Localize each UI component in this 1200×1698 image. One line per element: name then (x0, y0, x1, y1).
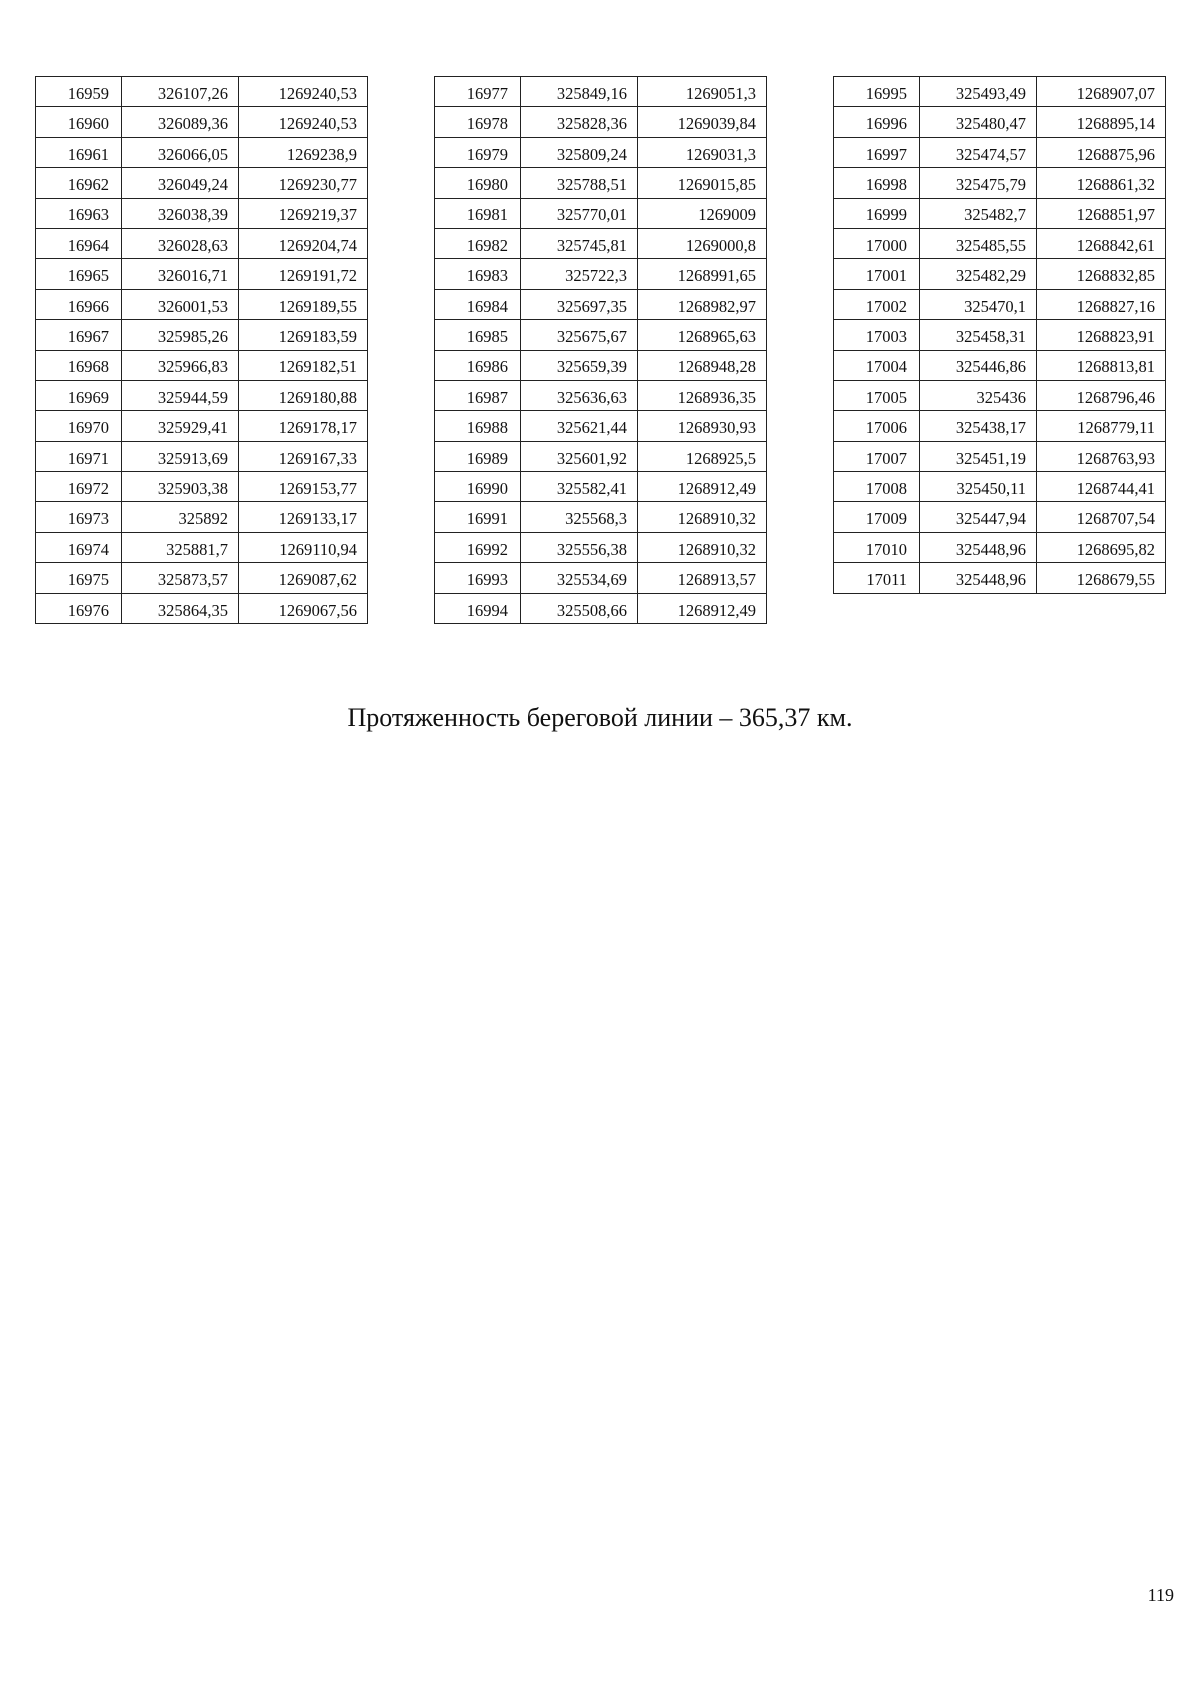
x-coordinate-cell: 325568,3 (521, 502, 638, 532)
table-row (834, 411, 1166, 441)
table-row (834, 289, 1166, 319)
table-row (834, 472, 1166, 502)
point-number-cell: 16989 (435, 441, 521, 471)
table-row (36, 593, 368, 623)
x-coordinate-cell: 325556,38 (521, 532, 638, 562)
y-coordinate-cell: 1269204,74 (239, 228, 368, 258)
point-number-cell: 16960 (36, 107, 122, 137)
page-number: 119 (1147, 1585, 1174, 1605)
table-row (36, 168, 368, 198)
y-coordinate-cell: 1268823,91 (1037, 320, 1166, 350)
point-number-cell: 16968 (36, 350, 122, 380)
point-number-cell: 16959 (36, 77, 122, 107)
table-row (834, 198, 1166, 228)
x-coordinate-cell: 325480,47 (920, 107, 1037, 137)
point-number-cell: 16985 (435, 320, 521, 350)
table-row (36, 502, 368, 532)
y-coordinate-cell: 1269240,53 (239, 107, 368, 137)
point-number-cell: 16998 (834, 168, 920, 198)
y-coordinate-cell: 1268936,35 (638, 380, 767, 410)
y-coordinate-cell: 1268965,63 (638, 320, 767, 350)
point-number-cell: 17008 (834, 472, 920, 502)
y-coordinate-cell: 1269133,17 (239, 502, 368, 532)
y-coordinate-cell: 1268707,54 (1037, 502, 1166, 532)
table-row (435, 320, 767, 350)
x-coordinate-cell: 325436 (920, 380, 1037, 410)
point-number-cell: 16997 (834, 137, 920, 167)
x-coordinate-cell: 326089,36 (122, 107, 239, 137)
x-coordinate-cell: 325534,69 (521, 563, 638, 593)
point-number-cell: 16977 (435, 77, 521, 107)
y-coordinate-cell: 1269178,17 (239, 411, 368, 441)
point-number-cell: 16967 (36, 320, 122, 350)
table-row (36, 198, 368, 228)
table-row (435, 350, 767, 380)
point-number-cell: 16990 (435, 472, 521, 502)
y-coordinate-cell: 1269240,53 (239, 77, 368, 107)
table-row (435, 77, 767, 107)
table-row (435, 228, 767, 258)
y-coordinate-cell: 1268991,65 (638, 259, 767, 289)
x-coordinate-cell: 325828,36 (521, 107, 638, 137)
x-coordinate-cell: 325745,81 (521, 228, 638, 258)
x-coordinate-cell: 325448,96 (920, 563, 1037, 593)
table-row (36, 77, 368, 107)
x-coordinate-cell: 325475,79 (920, 168, 1037, 198)
point-number-cell: 16972 (36, 472, 122, 502)
point-number-cell: 17006 (834, 411, 920, 441)
y-coordinate-cell: 1268910,32 (638, 502, 767, 532)
point-number-cell: 17007 (834, 441, 920, 471)
coastline-length-text: Протяженность береговой линии – 365,37 км. (347, 703, 853, 732)
point-number-cell: 16961 (36, 137, 122, 167)
coordinates-table-2 (434, 76, 767, 624)
point-number-cell: 16991 (435, 502, 521, 532)
y-coordinate-cell: 1269039,84 (638, 107, 767, 137)
y-coordinate-cell: 1268679,55 (1037, 563, 1166, 593)
x-coordinate-cell: 326038,39 (122, 198, 239, 228)
x-coordinate-cell: 325966,83 (122, 350, 239, 380)
table-row (435, 289, 767, 319)
table-row (834, 228, 1166, 258)
point-number-cell: 16993 (435, 563, 521, 593)
y-coordinate-cell: 1269238,9 (239, 137, 368, 167)
point-number-cell: 16980 (435, 168, 521, 198)
y-coordinate-cell: 1269180,88 (239, 380, 368, 410)
x-coordinate-cell: 325788,51 (521, 168, 638, 198)
y-coordinate-cell: 1268982,97 (638, 289, 767, 319)
y-coordinate-cell: 1268827,16 (1037, 289, 1166, 319)
x-coordinate-cell: 325621,44 (521, 411, 638, 441)
point-number-cell: 16981 (435, 198, 521, 228)
table-row (36, 228, 368, 258)
point-number-cell: 16973 (36, 502, 122, 532)
point-number-cell: 17004 (834, 350, 920, 380)
y-coordinate-cell: 1268925,5 (638, 441, 767, 471)
y-coordinate-cell: 1268861,32 (1037, 168, 1166, 198)
y-coordinate-cell: 1269087,62 (239, 563, 368, 593)
x-coordinate-cell: 325485,55 (920, 228, 1037, 258)
table-row (36, 137, 368, 167)
table-row (435, 593, 767, 623)
y-coordinate-cell: 1268895,14 (1037, 107, 1166, 137)
x-coordinate-cell: 325913,69 (122, 441, 239, 471)
table-row (834, 441, 1166, 471)
x-coordinate-cell: 325482,7 (920, 198, 1037, 228)
y-coordinate-cell: 1269153,77 (239, 472, 368, 502)
table-row (834, 259, 1166, 289)
x-coordinate-cell: 325903,38 (122, 472, 239, 502)
table-row (435, 502, 767, 532)
table-row (36, 320, 368, 350)
table-row (435, 411, 767, 441)
table-row (36, 411, 368, 441)
y-coordinate-cell: 1268763,93 (1037, 441, 1166, 471)
table-row (36, 259, 368, 289)
x-coordinate-cell: 325451,19 (920, 441, 1037, 471)
y-coordinate-cell: 1268910,32 (638, 532, 767, 562)
y-coordinate-cell: 1269009 (638, 198, 767, 228)
x-coordinate-cell: 325450,11 (920, 472, 1037, 502)
table-row (36, 289, 368, 319)
point-number-cell: 16971 (36, 441, 122, 471)
table-row (36, 107, 368, 137)
x-coordinate-cell: 325809,24 (521, 137, 638, 167)
table-row (36, 441, 368, 471)
x-coordinate-cell: 325448,96 (920, 532, 1037, 562)
x-coordinate-cell: 326001,53 (122, 289, 239, 319)
point-number-cell: 16995 (834, 77, 920, 107)
point-number-cell: 16963 (36, 198, 122, 228)
x-coordinate-cell: 325944,59 (122, 380, 239, 410)
y-coordinate-cell: 1268913,57 (638, 563, 767, 593)
point-number-cell: 16975 (36, 563, 122, 593)
point-number-cell: 17010 (834, 532, 920, 562)
point-number-cell: 16992 (435, 532, 521, 562)
table-row (435, 107, 767, 137)
table-row (834, 532, 1166, 562)
point-number-cell: 17009 (834, 502, 920, 532)
table-row (834, 320, 1166, 350)
table-row (435, 380, 767, 410)
x-coordinate-cell: 325849,16 (521, 77, 638, 107)
y-coordinate-cell: 1269167,33 (239, 441, 368, 471)
table-row (834, 380, 1166, 410)
point-number-cell: 16964 (36, 228, 122, 258)
table-row (435, 259, 767, 289)
point-number-cell: 16983 (435, 259, 521, 289)
point-number-cell: 16969 (36, 380, 122, 410)
y-coordinate-cell: 1268796,46 (1037, 380, 1166, 410)
table-row (435, 532, 767, 562)
x-coordinate-cell: 325508,66 (521, 593, 638, 623)
point-number-cell: 16965 (36, 259, 122, 289)
y-coordinate-cell: 1269189,55 (239, 289, 368, 319)
x-coordinate-cell: 325582,41 (521, 472, 638, 502)
x-coordinate-cell: 325722,3 (521, 259, 638, 289)
y-coordinate-cell: 1268744,41 (1037, 472, 1166, 502)
table-row (36, 563, 368, 593)
y-coordinate-cell: 1269230,77 (239, 168, 368, 198)
y-coordinate-cell: 1269051,3 (638, 77, 767, 107)
point-number-cell: 16962 (36, 168, 122, 198)
y-coordinate-cell: 1269067,56 (239, 593, 368, 623)
table-row (435, 472, 767, 502)
y-coordinate-cell: 1269110,94 (239, 532, 368, 562)
y-coordinate-cell: 1269219,37 (239, 198, 368, 228)
point-number-cell: 16999 (834, 198, 920, 228)
point-number-cell: 17003 (834, 320, 920, 350)
coordinates-table-1 (35, 76, 368, 624)
x-coordinate-cell: 325446,86 (920, 350, 1037, 380)
y-coordinate-cell: 1268912,49 (638, 472, 767, 502)
y-coordinate-cell: 1269183,59 (239, 320, 368, 350)
y-coordinate-cell: 1269015,85 (638, 168, 767, 198)
point-number-cell: 16966 (36, 289, 122, 319)
x-coordinate-cell: 325675,67 (521, 320, 638, 350)
y-coordinate-cell: 1269000,8 (638, 228, 767, 258)
table-row (834, 502, 1166, 532)
x-coordinate-cell: 325985,26 (122, 320, 239, 350)
y-coordinate-cell: 1268912,49 (638, 593, 767, 623)
x-coordinate-cell: 325929,41 (122, 411, 239, 441)
point-number-cell: 16988 (435, 411, 521, 441)
point-number-cell: 17000 (834, 228, 920, 258)
x-coordinate-cell: 325458,31 (920, 320, 1037, 350)
y-coordinate-cell: 1268948,28 (638, 350, 767, 380)
x-coordinate-cell: 325770,01 (521, 198, 638, 228)
point-number-cell: 16978 (435, 107, 521, 137)
x-coordinate-cell: 326016,71 (122, 259, 239, 289)
x-coordinate-cell: 325438,17 (920, 411, 1037, 441)
x-coordinate-cell: 325659,39 (521, 350, 638, 380)
table-row (834, 107, 1166, 137)
y-coordinate-cell: 1268832,85 (1037, 259, 1166, 289)
point-number-cell: 16974 (36, 532, 122, 562)
x-coordinate-cell: 325447,94 (920, 502, 1037, 532)
point-number-cell: 17011 (834, 563, 920, 593)
x-coordinate-cell: 325881,7 (122, 532, 239, 562)
table-row (36, 380, 368, 410)
point-number-cell: 17002 (834, 289, 920, 319)
table-row (834, 137, 1166, 167)
x-coordinate-cell: 326028,63 (122, 228, 239, 258)
x-coordinate-cell: 325482,29 (920, 259, 1037, 289)
table-row (834, 563, 1166, 593)
y-coordinate-cell: 1268851,97 (1037, 198, 1166, 228)
x-coordinate-cell: 325864,35 (122, 593, 239, 623)
table-row (834, 168, 1166, 198)
x-coordinate-cell: 325493,49 (920, 77, 1037, 107)
y-coordinate-cell: 1268930,93 (638, 411, 767, 441)
point-number-cell: 16984 (435, 289, 521, 319)
x-coordinate-cell: 325601,92 (521, 441, 638, 471)
y-coordinate-cell: 1268695,82 (1037, 532, 1166, 562)
x-coordinate-cell: 325636,63 (521, 380, 638, 410)
table-row (435, 198, 767, 228)
point-number-cell: 16982 (435, 228, 521, 258)
point-number-cell: 17001 (834, 259, 920, 289)
table-row (36, 532, 368, 562)
table-row (435, 441, 767, 471)
x-coordinate-cell: 325470,1 (920, 289, 1037, 319)
table-row (36, 472, 368, 502)
point-number-cell: 16996 (834, 107, 920, 137)
y-coordinate-cell: 1268779,11 (1037, 411, 1166, 441)
y-coordinate-cell: 1269191,72 (239, 259, 368, 289)
x-coordinate-cell: 326049,24 (122, 168, 239, 198)
point-number-cell: 16979 (435, 137, 521, 167)
y-coordinate-cell: 1268907,07 (1037, 77, 1166, 107)
x-coordinate-cell: 326107,26 (122, 77, 239, 107)
y-coordinate-cell: 1268842,61 (1037, 228, 1166, 258)
x-coordinate-cell: 325697,35 (521, 289, 638, 319)
point-number-cell: 16987 (435, 380, 521, 410)
x-coordinate-cell: 325892 (122, 502, 239, 532)
table-row (834, 350, 1166, 380)
x-coordinate-cell: 326066,05 (122, 137, 239, 167)
table-row (435, 168, 767, 198)
y-coordinate-cell: 1268813,81 (1037, 350, 1166, 380)
y-coordinate-cell: 1269182,51 (239, 350, 368, 380)
point-number-cell: 16994 (435, 593, 521, 623)
x-coordinate-cell: 325873,57 (122, 563, 239, 593)
y-coordinate-cell: 1269031,3 (638, 137, 767, 167)
point-number-cell: 16986 (435, 350, 521, 380)
coordinates-table-3 (833, 76, 1166, 594)
table-row (36, 350, 368, 380)
point-number-cell: 16976 (36, 593, 122, 623)
point-number-cell: 17005 (834, 380, 920, 410)
y-coordinate-cell: 1268875,96 (1037, 137, 1166, 167)
table-row (435, 137, 767, 167)
x-coordinate-cell: 325474,57 (920, 137, 1037, 167)
point-number-cell: 16970 (36, 411, 122, 441)
table-row (435, 563, 767, 593)
table-row (834, 77, 1166, 107)
